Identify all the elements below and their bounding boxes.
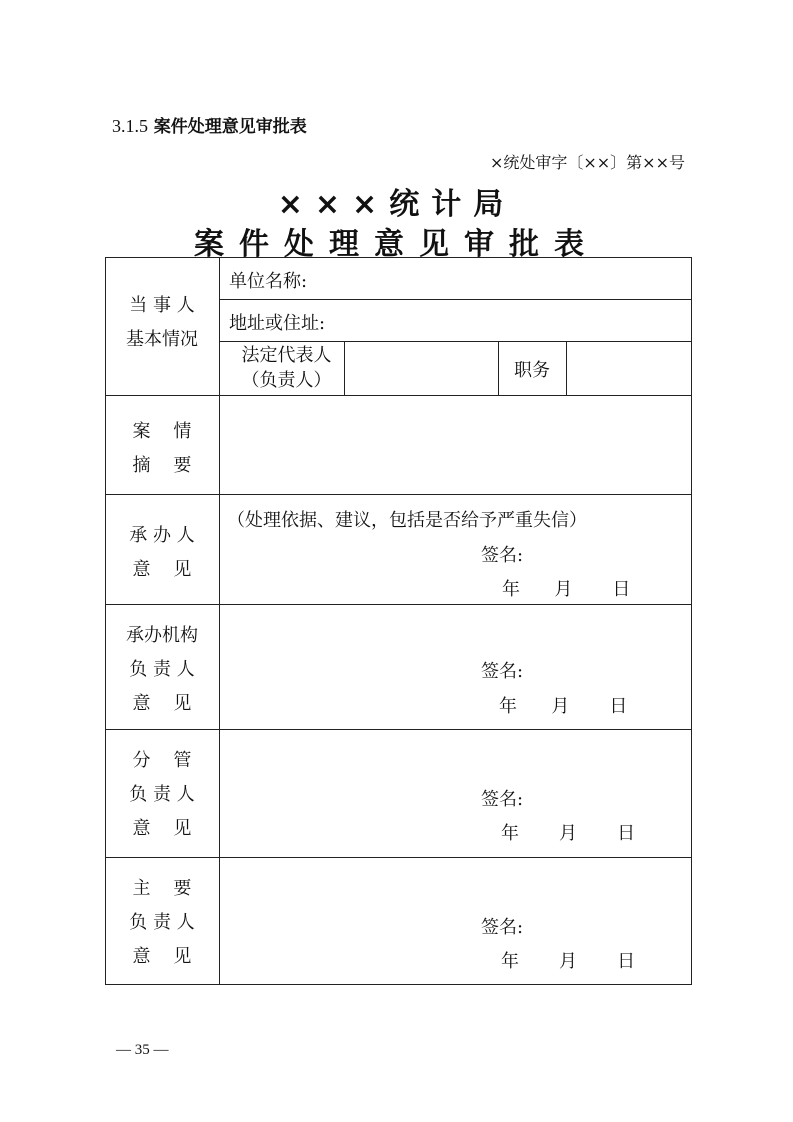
- branch-head-label: 分 管 负 责 人 意 见: [129, 750, 195, 839]
- agency-head-date: 年 月 日: [499, 696, 628, 717]
- legal-rep-label: 法定代表人 （负责人）: [241, 345, 332, 391]
- agency-head-label: 承办机构 负 责 人 意 见: [126, 625, 198, 714]
- section-heading: [112, 112, 307, 137]
- row-divider: [219, 299, 692, 300]
- handler-date: 年 月 日: [502, 579, 631, 600]
- agency-head-signature-label: 签名:: [481, 661, 524, 682]
- handler-note: （处理依据、建议，包括是否给予严重失信）: [227, 510, 587, 531]
- table-right-border: [691, 257, 692, 985]
- address-label: 地址或住址:: [229, 313, 326, 334]
- row-divider: [105, 604, 692, 605]
- party-label: 当 事 人 基本情况: [126, 295, 198, 350]
- section-title: 案件处理意见审批表: [153, 117, 307, 137]
- label-column-divider: [219, 257, 220, 985]
- row-divider: [219, 341, 692, 342]
- title-form: 案件处理意见审批表: [194, 227, 599, 262]
- title-bureau: ×××统计局: [277, 187, 516, 222]
- column-divider: [344, 341, 345, 395]
- approval-table: [105, 257, 692, 985]
- document-number: ×统处审字〔××〕第××号: [489, 153, 685, 172]
- section-number: 3.1.5: [112, 116, 148, 136]
- chief-label: 主 要 负 责 人 意 见: [129, 878, 195, 967]
- branch-head-date: 年 月 日: [501, 823, 636, 844]
- handler-signature-label: 签名:: [481, 545, 524, 566]
- handler-label: 承 办 人 意 见: [129, 525, 195, 580]
- chief-signature-label: 签名:: [481, 917, 524, 938]
- position-label: 职务: [514, 360, 550, 381]
- chief-date: 年 月 日: [501, 951, 636, 972]
- page-footer: — 35 —: [116, 1042, 169, 1058]
- row-divider: [105, 729, 692, 730]
- column-divider: [566, 341, 567, 395]
- branch-head-signature-label: 签名:: [481, 789, 524, 810]
- case-summary-label: 案 情 摘 要: [132, 421, 192, 476]
- table-top-border: [105, 257, 692, 258]
- row-divider: [105, 857, 692, 858]
- row-divider: [105, 494, 692, 495]
- row-divider: [105, 395, 692, 396]
- unit-name-label: 单位名称:: [229, 271, 308, 292]
- table-bottom-border: [105, 984, 692, 985]
